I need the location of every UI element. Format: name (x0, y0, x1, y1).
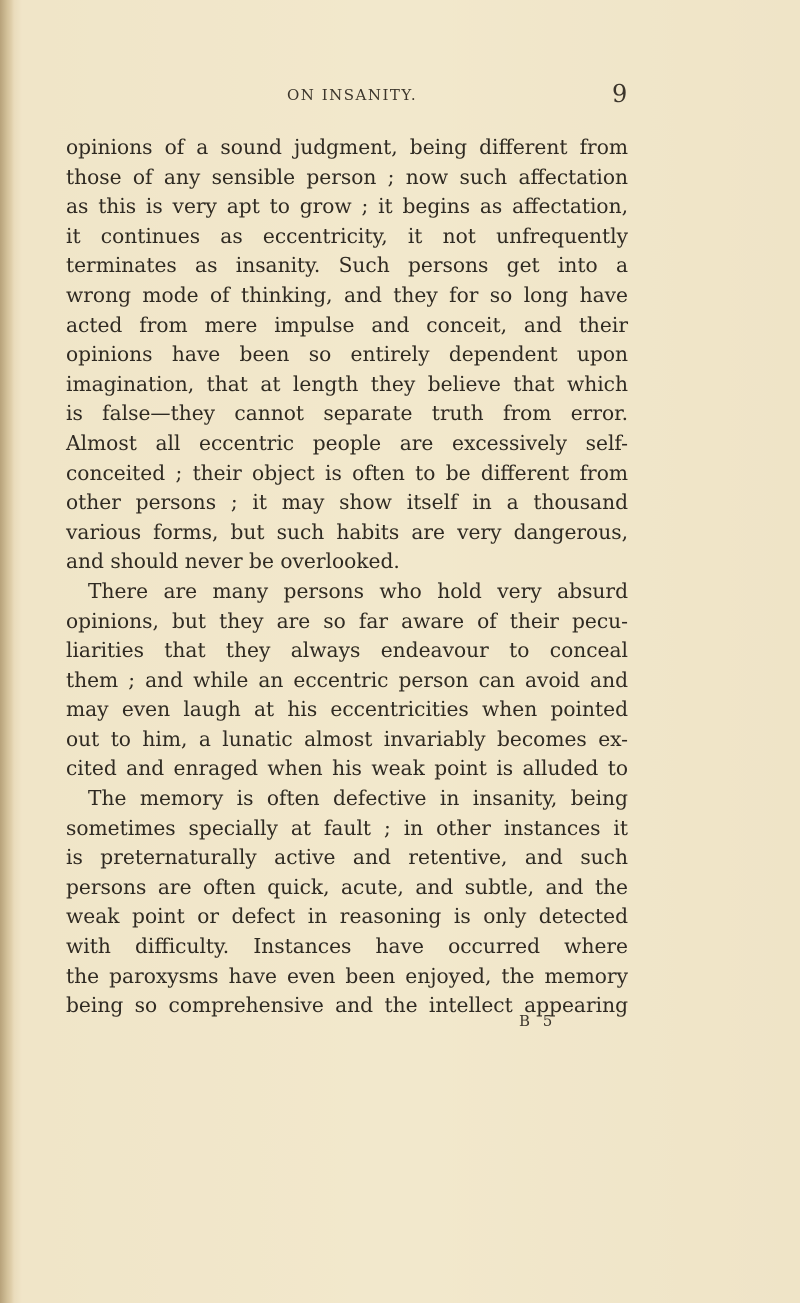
text-line: opinions, but they are so far aware of their pecu- (66, 608, 628, 633)
text-line: weak point or defect in reasoning is only detected (66, 904, 628, 929)
text-line: and should never be overlooked. (66, 549, 400, 574)
text-line: cited and enraged when his weak point is alluded to (66, 756, 628, 781)
text-line: acted from mere impulse and conceit, and their (66, 312, 628, 337)
text-line: it continues as eccentricity, it not unfrequently (66, 223, 628, 248)
text-line: The memory is often defective in insanity, being (88, 786, 628, 811)
text-line: them ; and while an eccentric person can avoid and (66, 667, 628, 692)
text-line: out to him, a lunatic almost invariably becomes ex- (66, 726, 628, 751)
body-text (66, 133, 628, 1021)
text-line: as this is very apt to grow ; it begins as affectation, (66, 194, 628, 219)
text-line: various forms, but such habits are very dangerous, (66, 519, 628, 544)
text-line: liarities that they always endeavour to conceal (66, 638, 628, 663)
text-line: being so comprehensive and the intellect appearing (66, 993, 628, 1018)
text-line: other persons ; it may show itself in a thousand (66, 490, 628, 515)
text-line: Almost all eccentric people are excessively self- (66, 430, 628, 455)
text-line: the paroxysms have even been enjoyed, the memory (66, 963, 628, 988)
binding-edge (0, 0, 14, 1303)
page-header (0, 80, 800, 112)
text-line: wrong mode of thinking, and they for so long have (66, 282, 628, 307)
text-line: is preternaturally active and retentive, and such (66, 845, 628, 870)
text-line: opinions of a sound judgment, being different from (66, 135, 628, 159)
text-line: persons are often quick, acute, and subtle, and the (66, 874, 628, 899)
page-number: 9 (612, 80, 628, 108)
text-line: imagination, that at length they believe that which (66, 371, 628, 396)
text-line: those of any sensible person ; now such affectation (66, 164, 628, 189)
signature-mark: B 5 (519, 1012, 557, 1030)
text-line: with difficulty. Instances have occurred where (66, 934, 628, 959)
text-line: opinions have been so entirely dependent upon (66, 342, 628, 367)
text-line: terminates as insanity. Such persons get into a (66, 253, 628, 278)
text-line: conceited ; their object is often to be different from (66, 460, 628, 485)
text-line: sometimes specially at fault ; in other instances it (66, 815, 628, 840)
running-head: ON INSANITY. (287, 86, 418, 104)
text-line: There are many persons who hold very absurd (88, 578, 628, 603)
text-line: is false—they cannot separate truth from error. (66, 401, 628, 426)
text-line: may even laugh at his eccentricities when pointed (66, 697, 628, 722)
